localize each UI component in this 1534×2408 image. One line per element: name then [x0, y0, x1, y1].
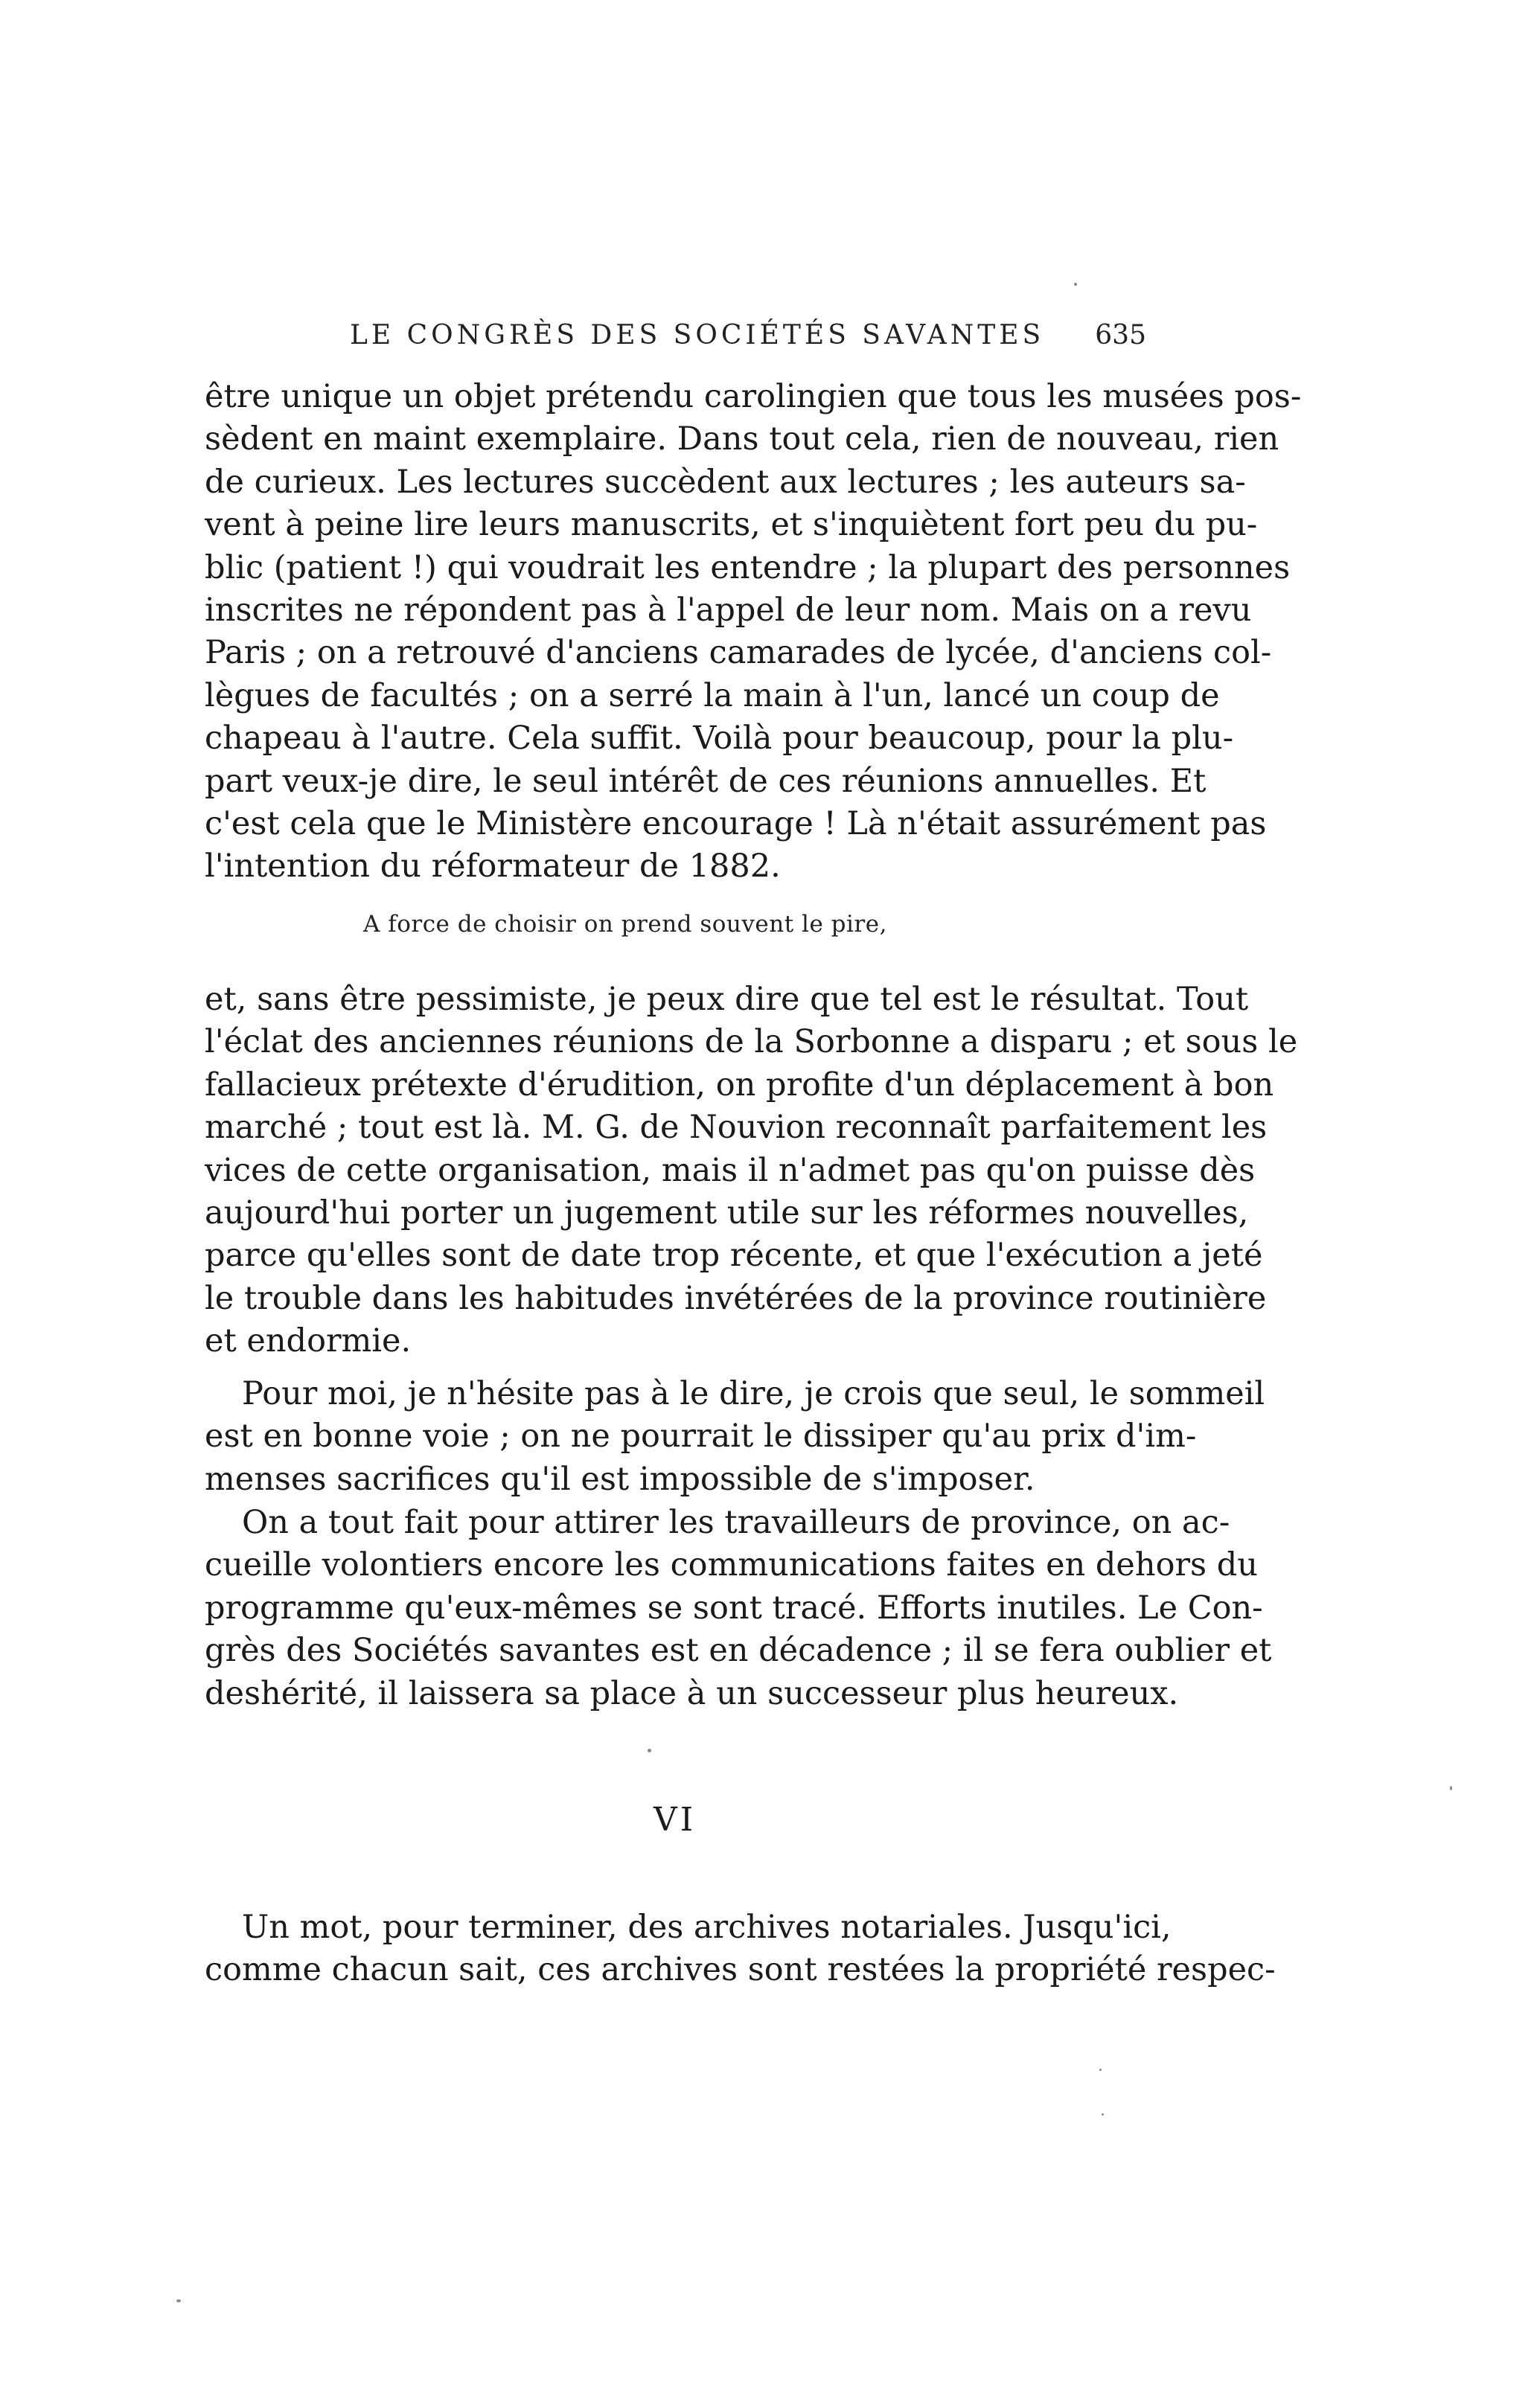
paragraph-5	[205, 1906, 1276, 1992]
paper-speck	[1074, 283, 1077, 286]
text-line: Un mot, pour terminer, des archives notariales. Jusqu'ici,	[242, 1909, 1172, 1946]
text-line: et, sans être pessimiste, je peux dire que tel est le résultat. Tout	[205, 981, 1249, 1018]
page-number: 635	[1095, 320, 1146, 350]
text-line: menses sacrifices qu'il est impossible de s'imposer.	[205, 1460, 1035, 1498]
text-line: l'éclat des anciennes réunions de la Sorbonne a disparu ; et sous le	[205, 1023, 1298, 1061]
text-line: fallacieux prétexte d'érudition, on profite d'un déplacement à bon	[205, 1066, 1274, 1104]
paragraph-2	[205, 979, 1298, 1363]
text-line: programme qu'eux-mêmes se sont tracé. Efforts inutiles. Le Con-	[205, 1589, 1263, 1627]
text-line: être unique un objet prétendu carolingien que tous les musées pos-	[205, 378, 1302, 415]
quotation: A force de choisir on prend souvent le pire,	[363, 911, 887, 938]
text-line: part veux-je dire, le seul intérêt de ces réunions annuelles. Et	[205, 762, 1207, 800]
text-line: inscrites ne répondent pas à l'appel de leur nom. Mais on a revu	[205, 591, 1252, 629]
text-line: parce qu'elles sont de date trop récente, et que l'exécution a jeté	[205, 1237, 1263, 1275]
paragraph-3	[205, 1373, 1265, 1501]
paper-speck	[1450, 1786, 1452, 1790]
text-line: grès des Sociétés savantes est en décadence ; il se fera oublier et	[205, 1632, 1272, 1670]
text-line: l'intention du réformateur de 1882.	[205, 848, 781, 886]
paragraph-1	[205, 376, 1302, 888]
text-line: aujourd'hui porter un jugement utile sur les réformes nouvelles,	[205, 1194, 1249, 1232]
section-heading: VI	[653, 1801, 697, 1839]
text-line: et endormie.	[205, 1322, 412, 1360]
paragraph-4	[205, 1502, 1272, 1715]
paper-speck	[1099, 2069, 1102, 2071]
text-line: On a tout fait pour attirer les travailleurs de province, on ac-	[242, 1504, 1230, 1541]
paper-speck	[648, 1749, 651, 1752]
text-line: vent à peine lire leurs manuscrits, et s'inquiètent fort peu du pu-	[205, 506, 1258, 544]
text-line: Paris ; on a retrouvé d'anciens camarades de lycée, d'anciens col-	[205, 634, 1272, 672]
running-title: LE CONGRÈS DES SOCIÉTÉS SAVANTES	[350, 320, 1045, 350]
text-line: chapeau à l'autre. Cela suffit. Voilà pour beaucoup, pour la plu-	[205, 720, 1234, 758]
text-line: de curieux. Les lectures succèdent aux lectures ; les auteurs sa-	[205, 463, 1246, 501]
text-line: le trouble dans les habitudes invétérées de la province routinière	[205, 1279, 1267, 1317]
text-line: sèdent en maint exemplaire. Dans tout cela, rien de nouveau, rien	[205, 420, 1279, 458]
paper-speck	[176, 2299, 181, 2302]
text-line: c'est cela que le Ministère encourage ! Là n'était assurément pas	[205, 804, 1267, 842]
text-line: deshérité, il laissera sa place à un successeur plus heureux.	[205, 1674, 1179, 1712]
text-line: comme chacun sait, ces archives sont restées la propriété respec-	[205, 1951, 1276, 1989]
text-line: vices de cette organisation, mais il n'admet pas qu'on puisse dès	[205, 1151, 1256, 1189]
text-line: Pour moi, je n'hésite pas à le dire, je crois que seul, le sommeil	[242, 1375, 1265, 1412]
paper-speck	[1102, 2113, 1104, 2116]
text-line: marché ; tout est là. M. G. de Nouvion reconnaît parfaitement les	[205, 1109, 1268, 1147]
text-line: blic (patient !) qui voudrait les entendre ; la plupart des personnes	[205, 548, 1291, 586]
text-line: est en bonne voie ; on ne pourrait le dissiper qu'au prix d'im-	[205, 1418, 1197, 1456]
text-line: cueille volontiers encore les communications faites en dehors du	[205, 1546, 1258, 1584]
text-line: lègues de facultés ; on a serré la main à l'un, lancé un coup de	[205, 676, 1220, 714]
running-header	[350, 313, 1146, 365]
